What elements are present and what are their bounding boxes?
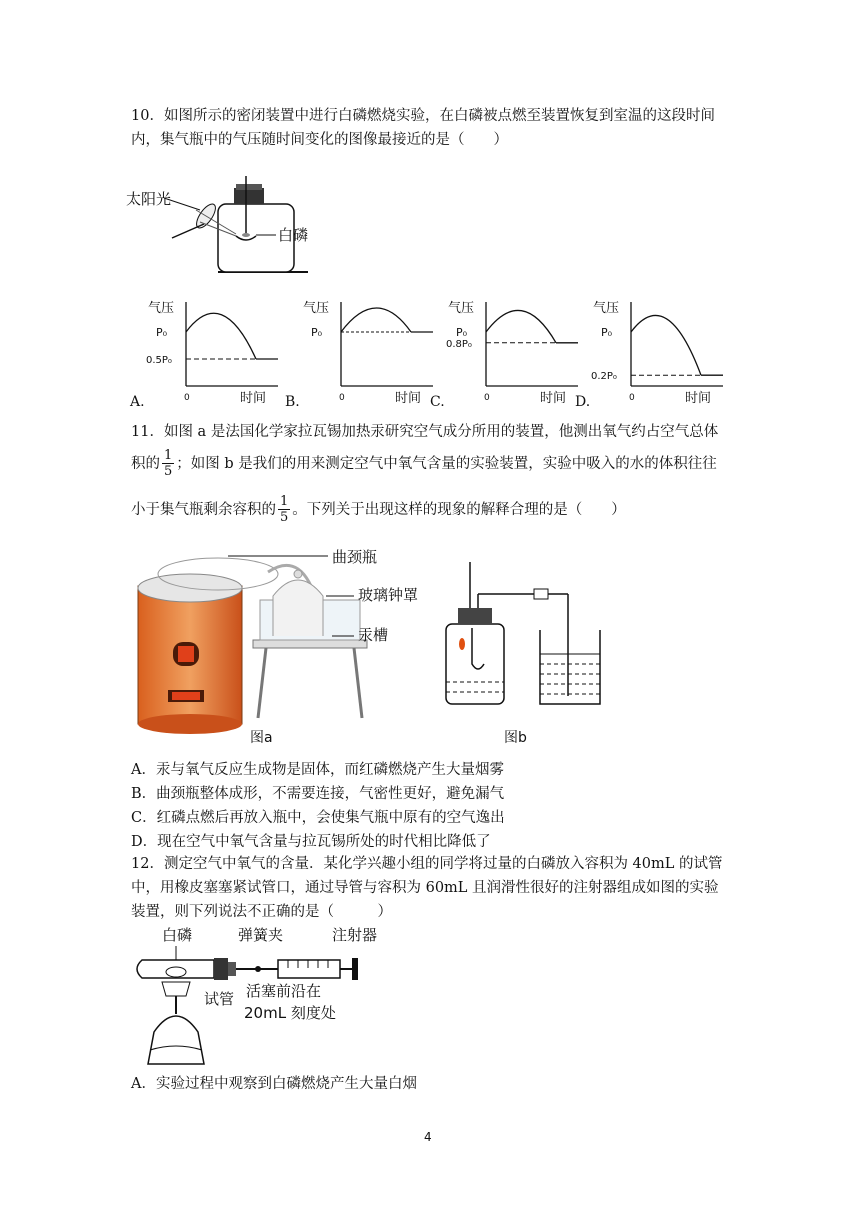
- q11-line1: 11．如图 a 是法国化学家拉瓦锡加热汞研究空气成分所用的装置，他测出氧气约占空气总体: [131, 424, 719, 440]
- q10-line2: 内，集气瓶中的气压随时间变化的图像最接近的是（ ）: [131, 132, 508, 148]
- origin-label: 0: [339, 393, 345, 403]
- q10-line1: 10．如图所示的密闭装置中进行白磷燃烧实验，在白磷被点燃至装置恢复到室温的这段时间: [131, 108, 715, 124]
- q11-option-a: A．汞与氧气反应生成物是固体，而红磷燃烧产生大量烟雾: [131, 762, 504, 778]
- origin-label: 0: [629, 393, 635, 403]
- low-level-label: 0.2P₀: [591, 371, 617, 383]
- pressure-curve: [341, 308, 411, 332]
- bell-jar-label: 玻璃钟罩: [358, 586, 418, 604]
- page-number: 4: [424, 1130, 432, 1144]
- q11-option-b: B．曲颈瓶整体成形，不需要连接，气密性更好，避免漏气: [131, 786, 505, 802]
- graph-option-c: [428, 298, 578, 414]
- origin-label: 0: [484, 393, 490, 403]
- graph-option-letter: D.: [575, 394, 591, 410]
- fraction-one-fifth: $\frac{1}{5}$: [164, 448, 173, 479]
- graph-option-letter: B.: [285, 394, 300, 410]
- pressure-curve: [186, 313, 256, 359]
- piston-label-line1: 活塞前沿在: [246, 982, 322, 1000]
- piston-label-line2: 20mL 刻度处: [244, 1004, 336, 1022]
- y-axis-label: 气压: [593, 301, 620, 316]
- white-phosphorus-label: 白磷: [278, 226, 309, 244]
- test-tube-label: 试管: [204, 990, 235, 1008]
- y-axis-label: 气压: [148, 301, 175, 316]
- q10-apparatus-figure: [124, 176, 314, 280]
- retort-label: 曲颈瓶: [332, 548, 378, 566]
- q11-line2-pre: 积的: [131, 455, 160, 472]
- white-phosphorus-label-2: 白磷: [162, 926, 193, 944]
- graph-option-letter: A.: [130, 394, 145, 410]
- q11-option-d: D．现在空气中氧气含量与拉瓦锡所处的时代相比降低了: [131, 834, 491, 850]
- q10-graph-options: [128, 298, 728, 414]
- q12-line2: 中，用橡皮塞塞紧试管口，通过导管与容积为 60mL 且润滑性很好的注射器组成如图的实验: [131, 880, 719, 896]
- spring-clamp-label: 弹簧夹: [238, 926, 284, 944]
- graph-option-d: [573, 298, 723, 414]
- origin-label: 0: [184, 393, 190, 403]
- low-level-label: 0.5P₀: [146, 355, 172, 366]
- q11-line3-pre: 小于集气瓶剩余容积的: [131, 501, 276, 518]
- red-phosphorus-apparatus-figure: [440, 554, 610, 750]
- q11-line3: [131, 494, 626, 525]
- q11-option-c: C．红磷点燃后再放入瓶中，会使集气瓶中原有的空气逸出: [131, 810, 505, 826]
- q12-line3: 装置，则下列说法不正确的是（ ）: [131, 904, 392, 920]
- p0-label: P₀: [156, 326, 168, 339]
- figure-a-label: 图a: [250, 730, 273, 746]
- pressure-curve: [631, 315, 701, 375]
- q12-line1: 12．测定空气中氧气的含量．某化学兴趣小组的同学将过量的白磷放入容积为 40mL 的试管: [131, 856, 723, 872]
- q11-line3-post: 。下列关于出现这样的现象的解释合理的是（ ）: [292, 501, 626, 518]
- figure-b-label: 图b: [504, 730, 527, 746]
- sunlight-label: 太阳光: [126, 190, 172, 208]
- q11-line2-post: ；如图 b 是我们的用来测定空气中氧气含量的实验装置，实验中吸入的水的体积往往: [176, 455, 717, 472]
- fraction-one-fifth-2: $\frac{1}{5}$: [280, 494, 289, 525]
- lavoisier-apparatus-figure: [128, 544, 418, 750]
- graph-option-letter: C.: [430, 394, 445, 410]
- x-axis-label: 时间: [240, 391, 267, 406]
- syringe-apparatus-figure: [128, 924, 388, 1070]
- x-axis-label: 时间: [395, 391, 422, 406]
- low-level-label: 0.8P₀: [446, 338, 472, 350]
- graph-option-a: [128, 298, 278, 414]
- q11-line2: [131, 448, 717, 479]
- syringe-label: 注射器: [332, 926, 378, 944]
- pressure-curve: [486, 310, 556, 342]
- p0-label: P₀: [311, 326, 323, 339]
- x-axis-label: 时间: [685, 391, 712, 406]
- x-axis-label: 时间: [540, 391, 567, 406]
- p0-label: P₀: [456, 326, 468, 339]
- mercury-trough-label: 汞槽: [358, 626, 389, 644]
- y-axis-label: 气压: [448, 301, 475, 316]
- p0-label: P₀: [601, 326, 613, 339]
- y-axis-label: 气压: [303, 301, 330, 316]
- q12-option-a: A．实验过程中观察到白磷燃烧产生大量白烟: [131, 1076, 417, 1092]
- graph-option-b: [283, 298, 433, 414]
